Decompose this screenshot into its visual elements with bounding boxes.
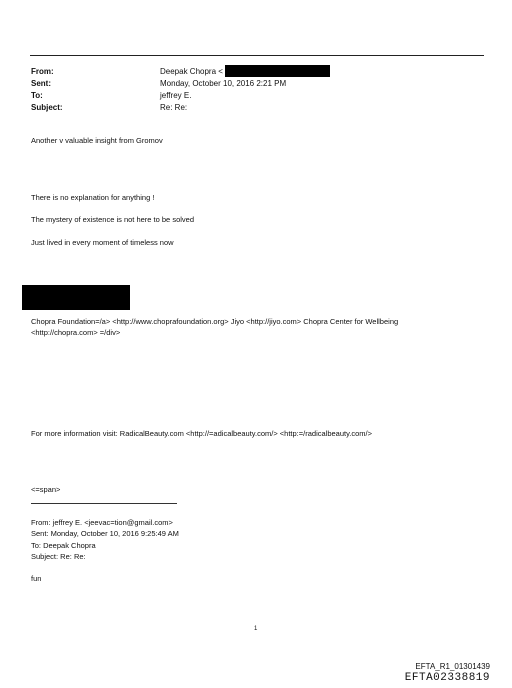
quoted-sent: Sent: Monday, October 10, 2016 9:25:49 AM	[31, 529, 179, 538]
header-divider	[30, 55, 484, 56]
bates-number-small: EFTA_R1_01301439	[415, 662, 490, 671]
redaction-box-signature	[22, 285, 130, 310]
quoted-body: fun	[31, 574, 42, 583]
page-number: 1	[254, 626, 258, 632]
body-line-4: Just lived in every moment of timeless now	[31, 238, 174, 247]
body-line-1: Another v valuable insight from Gromov	[31, 136, 163, 145]
signature-line-2: <http://chopra.com> =/div>	[31, 328, 121, 337]
bates-number-large: EFTA02338819	[404, 672, 490, 684]
span-tag-line: <=span>	[31, 485, 61, 494]
quoted-subject: Subject: Re: Re:	[31, 552, 86, 561]
signature-line-1: Chopra Foundation=/a> <http://www.choprafoundation.org> Jiyo <http://jiyo.com> Chopra Center for Wellbeing	[31, 317, 399, 326]
from-value: Deepak Chopra <	[160, 67, 223, 76]
subject-value: Re: Re:	[160, 103, 188, 112]
body-line-3: The mystery of existence is not here to be solved	[31, 215, 194, 224]
more-info-line: For more information visit: RadicalBeauty.com <http://=adicalbeauty.com/> <http:=/radicalbeauty.com/>	[31, 429, 373, 438]
quoted-from: From: jeffrey E. <jeevac=tion@gmail.com>	[31, 518, 173, 527]
to-value: jeffrey E.	[160, 91, 192, 100]
redaction-box-sender-email	[225, 65, 330, 77]
subject-label: Subject:	[31, 103, 63, 112]
quoted-message-divider	[31, 503, 177, 504]
from-label: From:	[31, 67, 54, 76]
quoted-to: To: Deepak Chopra	[31, 541, 96, 550]
body-line-2: There is no explanation for anything !	[31, 193, 155, 202]
sent-value: Monday, October 10, 2016 2:21 PM	[160, 79, 287, 88]
to-label: To:	[31, 91, 43, 100]
sent-label: Sent:	[31, 79, 51, 88]
